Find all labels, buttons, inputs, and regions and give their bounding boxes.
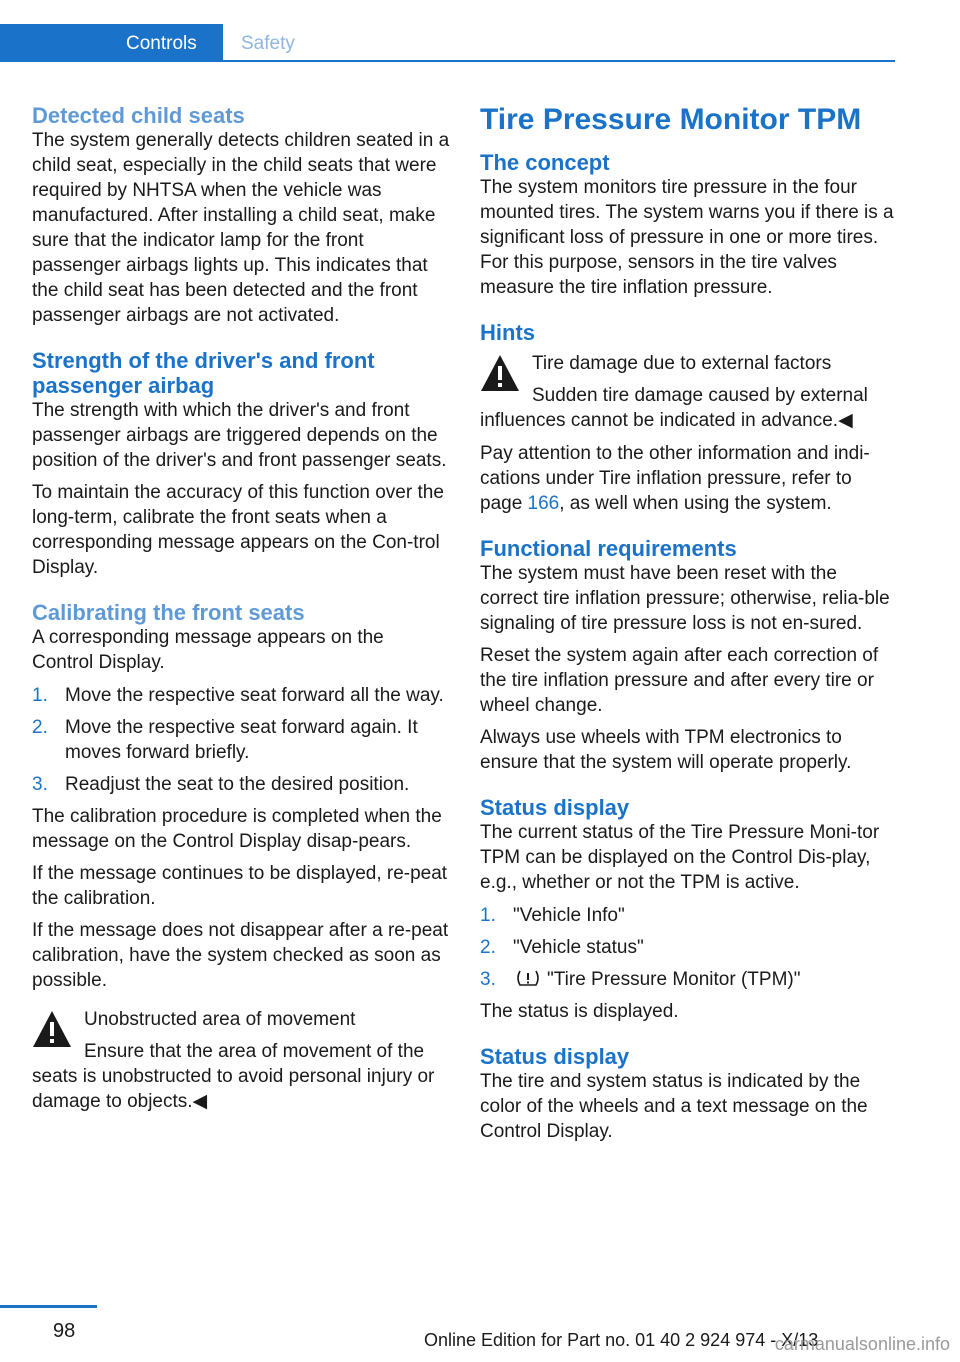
para-after-1: The calibration procedure is completed when the message on the Control Display disap‐pears. (32, 806, 442, 852)
heading-functional: Functional requirements (480, 536, 737, 561)
step-text: "Vehicle status" (513, 937, 644, 958)
step-text: Move the respective seat forward again. It moves forward briefly. (65, 717, 418, 763)
para-concept: The system monitors tire pressure in the four mounted tires. The system warns you if there is a significant loss of pressure in one or more tires. For this purpose, sensors in the tire valves measure the tire inflation pressure. (480, 177, 894, 298)
warning-title: Unobstructed area of movement (84, 1009, 356, 1030)
step-text: Move the respective seat forward all the way. (65, 685, 444, 706)
step-number: 1. (480, 905, 496, 926)
list-item (480, 903, 898, 928)
heading-detected-child-seats: Detected child seats (32, 103, 245, 128)
para-hints (480, 441, 898, 516)
para-func-2: Reset the system again after each correction of the tire inflation pressure and after every tire or wheel change. (480, 645, 879, 716)
heading-airbag-strength: Strength of the driver's and front passenger airbag (32, 348, 375, 398)
step-number: 2. (32, 717, 48, 738)
step-text: Readjust the seat to the desired position. (65, 774, 410, 795)
tire-pressure-icon (515, 969, 541, 987)
step-number: 3. (32, 774, 48, 795)
footer-rule (0, 1305, 97, 1308)
step-number: 2. (480, 937, 496, 958)
calibration-steps (32, 683, 450, 797)
list-item (32, 683, 450, 708)
heading-calibrating: Calibrating the front seats (32, 600, 305, 625)
warning-tire-damage (480, 351, 898, 433)
para-after-2: If the message continues to be displayed, re‐peat the calibration. (32, 863, 448, 909)
heading-status-display-1: Status display (480, 795, 630, 820)
heading-status-display-2: Status display (480, 1044, 630, 1069)
hints-text-pre: Pay attention to the other information and indi‐cations under Tire inflation pressure, refer to page (480, 443, 870, 514)
para-strength-1: The strength with which the driver's and front passenger airbags are triggered depends on the position of the driver's and front passenger seats. (32, 400, 447, 471)
para-status-1: The current status of the Tire Pressure Moni‐tor TPM can be displayed on the Control Dis‐play, e.g., whether or not the TPM is active. (480, 822, 880, 893)
page-link[interactable]: 166 (527, 493, 560, 514)
list-item (32, 715, 450, 765)
watermark: carmanualsonline.info (774, 1334, 950, 1354)
heading-tpm: Tire Pressure Monitor TPM (480, 103, 862, 136)
warning-text: Ensure that the area of movement of the seats is unobstructed to avoid personal injury or damage to objects.◀ (32, 1041, 435, 1112)
list-item (32, 772, 450, 797)
step-text: "Vehicle Info" (513, 905, 625, 926)
warning-title: Tire damage due to external factors (532, 353, 832, 374)
left-column (32, 100, 450, 1122)
tab-safety[interactable] (223, 24, 895, 62)
page-number: 98 (53, 1320, 76, 1342)
para-status-shown: The status is displayed. (480, 1001, 679, 1022)
step-text: "Tire Pressure Monitor (TPM)" (547, 969, 801, 990)
heading-concept: The concept (480, 150, 610, 175)
warning-triangle-icon (32, 1009, 72, 1049)
warning-unobstructed (32, 1007, 450, 1114)
para-strength-2: To maintain the accuracy of this function over the long-term, calibrate the front seats when a corresponding message appears on the Con‐trol Display. (32, 482, 444, 578)
warning-triangle-icon (480, 353, 520, 393)
right-column (480, 100, 898, 1151)
tab-safety-label: Safety (241, 33, 295, 54)
step-number: 1. (32, 685, 48, 706)
para-calibrating: A corresponding message appears on the Control Display. (32, 627, 384, 673)
footer-edition: Online Edition for Part no. 01 40 2 924 974 - X/13 (424, 1330, 819, 1350)
para-func-3: Always use wheels with TPM electronics to ensure that the system will operate properly. (480, 727, 852, 773)
list-item (480, 935, 898, 960)
para-status-2: The tire and system status is indicated by the color of the wheels and a text message on the Control Display. (480, 1071, 868, 1142)
heading-hints: Hints (480, 320, 535, 345)
hints-text-post: , as well when using the system. (559, 493, 832, 514)
tab-controls[interactable] (0, 24, 223, 62)
para-func-1: The system must have been reset with the correct tire inflation pressure; otherwise, relia‐ble signaling of tire pressure loss is not en‐sured. (480, 563, 890, 634)
warning-text: Sudden tire damage caused by external influences cannot be indicated in advance.◀ (480, 385, 868, 431)
list-item (480, 967, 898, 992)
tab-controls-label: Controls (126, 33, 197, 54)
status-steps (480, 903, 898, 992)
header-tabs (0, 24, 895, 62)
para-detected: The system generally detects children seated in a child seat, especially in the child seats that were required by NHTSA when the vehicle was manufactured. After installing a child seat, make sure that the indicator lamp for the front passenger airbags lights up. This indicates that the child seat has been detected and the front passenger airbags are not activated. (32, 130, 450, 326)
step-number: 3. (480, 969, 496, 990)
para-after-3: If the message does not disappear after a re‐peat calibration, have the system checked as soon as possible. (32, 920, 449, 991)
